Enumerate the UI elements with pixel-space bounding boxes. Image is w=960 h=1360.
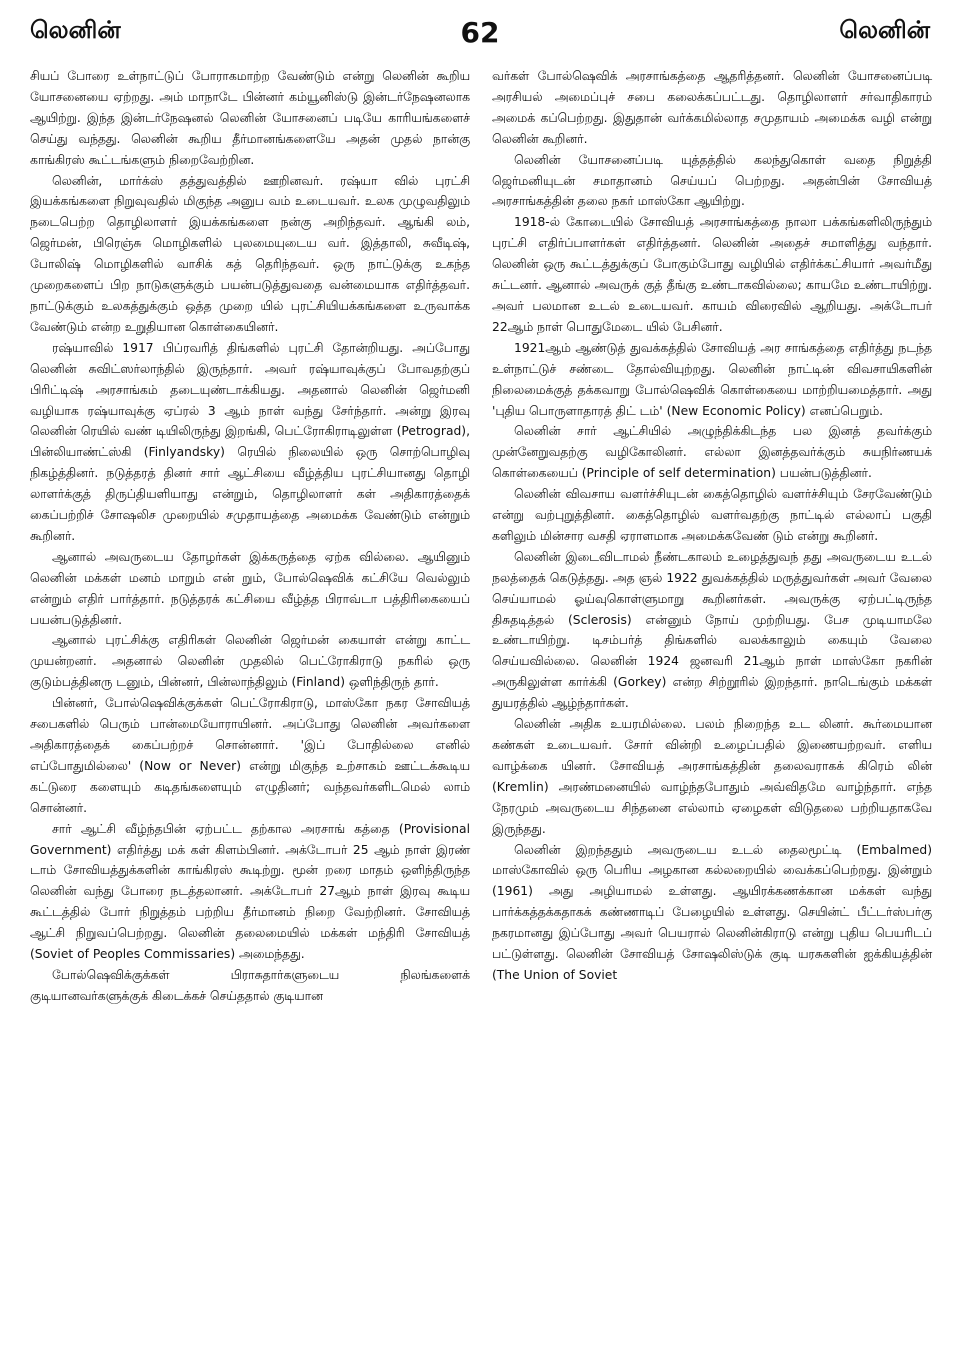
running-head-left: லெனின் [30,16,121,44]
paragraph: லெனின் இறந்ததும் அவருடைய உடல் தைலமூட்டி (Embalmed) மாஸ்கோவில் ஒரு பெரிய அழகான கல்லறையில் வைக்கப்பெற்றது. இன்றும் (1961) அது அழியாமல் உள்ளது. ஆயிரக்கணக்கான மக்கள் வந்து பார்க்கத்தக்கதாகக் கண்ணாடிப் பேழையில் உள்ளது. செயின்ட் பீட்டர்ஸ்பர்கு நகரமானது இப்போது அவர் பெயரால் லெனின்கிராடு என்று புதிய பெயரிடப் பட்டுள்ளது. லெனின் சோவியத் சோஷலிஸ்டுக் குடி யரசுகளின் ஐக்கியத்தின் (The Union of Soviet [492,842,932,982]
paragraph: போல்ஷெவிக்குக்கள் பிராசுதார்களுடைய நிலங்களைக் குடியானவர்களுக்குக் கிடைக்கச் செய்ததால் குடியான [30,967,470,1003]
paragraph: பின்னர், போல்ஷெவிக்குக்கள் பெட்ரோகிராடு, மாஸ்கோ நகர சோவியத் சபைகளில் பெரும் பான்மையோராயினர். அப்போது லெனின் அவர்களை அதிகாரத்தைக் கைப்பற்றச் சொன்னார். 'இப் போதில்லை எனில் எப்போதுமில்லை' (Now or Never) என்று மிகுந்த உற்சாகம் ஊட்டக்கூடிய கட்டுரை களையும் கடிதங்களையும் எழுதினர்; வந்தவர்களிடமெல் லாம் சொன்னர். [30,696,470,815]
paragraph: சியப் போரை உள்நாட்டுப் போராகமாற்ற வேண்டும் என்று லெனின் கூறிய யோசனையை ஏற்றது. அம் மாநாடே பின்னர் கம்யூனிஸ்டு இன்டர்நேஷனலாக ஆயிற்று. இந்த இன்டர்நேஷனல் லெனின் யோசனைப் படியே காரியங்களைச் செய்து வந்தது. லெனின் கூறிய தீர்மானங்களையே அதன் முதல் நான்கு காங்கிரஸ் கூட்டங்களும் நிறைவேற்றின. [30,69,470,167]
page-number: 62 [460,16,500,49]
paragraph: லெனின் யோசனைப்படி யுத்தத்தில் கலந்துகொள் வதை நிறுத்தி ஜெர்மனியுடன் சமாதானம் செய்யப் பெற்றது. அதன்பின் சோவியத் அரசாங்கத்தின் தலை நகர் மாஸ்கோ ஆயிற்று. [492,152,932,209]
paragraph: லெனின் சார் ஆட்சியில் அழுந்திக்கிடந்த பல இனத் தவர்க்கும் முன்னேறுவதற்கு வழிகோலினர். எல்லா இனத்தவர்க்கும் சுயநிர்ணயக் கொள்கையைப் (Principle of self determination) பயன்படுத்தினர். [492,424,932,481]
running-head-right: லெனின் [839,16,930,44]
paragraph: ஆனால் அவருடைய தோழர்கள் இக்கருத்தை ஏற்க வில்லை. ஆயினும் லெனின் மக்கள் மனம் மாறும் என் றும், போல்ஷெவிக் கட்சியே வெல்லும் என்றும் எதிர் பார்த்தார். நடுத்தரக் கட்சியை வீழ்த்த பிராவ்டா பத்திரிகையைப் பயன்படுத்தினர். [30,549,470,627]
paragraph: லெனின் அதிக உயரமில்லை. பலம் நிறைந்த உட லினர். கூர்மையான கண்கள் உடையவர். சோர் வின்றி உழைப்பதில் இணையற்றவர். எளிய வாழ்க்கை யினர். சோவியத் அரசாங்கத்தின் தலைவராகக் கிரெம் லின் (Kremlin) அரண்மனையில் வாழ்ந்தபோதும் அவ்விதமே வாழ்ந்தார். எந்த நேரமும் அவருடைய சிந்தனை எல்லாம் ஏழைகள் விடுதலை பற்றியதாகவே இருந்தது. [492,717,932,836]
paragraph: லெனின், மார்க்ஸ் தத்துவத்தில் ஊறினவர். ரஷ்யா வில் புரட்சி இயக்கங்களை நிறுவுவதில் மிகுந்த அனுப வம் உடையவர். உலக முழுவதிலும் நடைபெற்ற தொழிலாளர் இயக்கங்களை நன்கு அறிந்தவர். ஆங்கி லம், ஜெர்மன், பிரெஞ்சு மொழிகளில் புலமையுடைய வர். இத்தாலி, சுவீடிஷ், போலிஷ் மொழிகளில் வாசிக் கத் தெரிந்தவர். ஒரு நாட்டுக்கு உகந்த முறைகளைப் பிற நாடுகளுக்கும் பயன்படுத்துவதை வன்மையாக எதிர்த்தவர். நாட்டுக்கும் உலகத்துக்கும் ஒத்த முறை யில் புரட்சியியக்கங்களை உருவாக்க வேண்டும் என்ற உறுதியான கொள்கையினர். [30,173,470,334]
paragraph: வர்கள் போல்ஷெவிக் அரசாங்கத்தை ஆதரித்தனர். லெனின் யோசனைப்படி அரசியல் அமைப்புச் சபை கலைக்கப்பட்டது. தொழிலாளர் சர்வாதிகாரம் அமைக் கப்பெற்றது. இதுதான் வர்க்கமில்லாத சமுதாயம் அமைக்க வழி என்று லெனின் கூறினர். [492,69,932,146]
paragraph: 1921ஆம் ஆண்டுத் துவக்கத்தில் சோவியத் அர சாங்கத்தை எதிர்த்து நடந்த உள்நாட்டுச் சண்டை தோல்வியுற்றது. லெனின் நாட்டின் விவசாயிகளின் நிலைமைக்குத் தக்கவாறு போல்ஷெவிக் கொள்கையை மாற்றியமைத்தார். அது 'புதிய பொருளாதாரத் திட் டம்' (New Economic Policy) எனப்பெறும். [492,340,932,418]
right-column [492,66,932,986]
paragraph: சார் ஆட்சி வீழ்ந்தபின் ஏற்பட்ட தற்கால அரசாங் கத்தை (Provisional Government) எதிர்த்து மக் கள் கிளம்பினர். அக்டோபர் 25 ஆம் நாள் இரண் டாம் சோவியத்துக்களின் காங்கிரஸ் கூடிற்று. மூன் றரை மாதம் ஒளிந்திருந்த லெனின் வந்து போரை நடத்தலானர். அக்டோபர் 27ஆம் நாள் இரவு கூடிய கூட்டத்தில் போர் நிறுத்தம் பற்றிய தீர்மானம் நிறை வேற்றினர். சோவியத் ஆட்சி நிறுவப்பெற்றது. லெனின் தலைமையில் மக்கள் மந்திரி சோவியத் (Soviet of Peoples Commissaries) அமைந்தது. [30,821,470,962]
paragraph: ஆனால் புரட்சிக்கு எதிரிகள் லெனின் ஜெர்மன் கையாள் என்று காட்ட முயன்றனர். அதனால் லெனின் முதலில் பெட்ரோகிராடு நகரில் ஒரு குடும்பத்தினரு டனும், பின்னர், பின்லாந்திலும் (Finland) ஒளிந்திருந் தார். [30,633,470,690]
left-column [30,66,470,1007]
paragraph: 1918-ல் கோடையில் சோவியத் அரசாங்கத்தை நாலா பக்கங்களிலிருந்தும் புரட்சி எதிர்ப்பாளர்கள் எதிர்த்தனர். லெனின் அதைச் சமாளித்து வந்தார். லெனின் ஒரு கூட்டத்துக்குப் போகும்போது வழியில் எதிர்க்கட்சியார் அவர்மீது சுட்டனர். ஆனால் அவருக் குத் தீங்கு உண்டாகவில்லை; காயமே உண்டாயிற்று. அவர் பலமான உடல் உடையவர். காயம் விரைவில் ஆறியது. அக்டோபர் 22ஆம் நாள் பொதுமேடை யில் பேசினர். [492,215,932,334]
paragraph: லெனின் இடைவிடாமல் நீண்டகாலம் உழைத்துவந் தது அவருடைய உடல் நலத்தைக் கெடுத்தது. அத ஞல் 1922 துவக்கத்தில் மருத்துவர்கள் அவர் வேலை செய்யாமல் ஓய்வுகொள்ளுமாறு கூறினர்கள். அவருக்கு ஏற்பட்டிருந்த திசுதடித்தல் (Sclerosis) என்னும் நோய் முற்றியது. பேச முடியாமலே உண்டாயிற்று. டிசம்பர்த் திங்களில் வலக்காலும் கையும் வேலை செய்யவில்லை. லெனின் 1924 ஜனவரி 21ஆம் நாள் மாஸ்கோ நகரின் அருகிலுள்ள கார்க்கி (Gorkey) என்ற சிற்றூரில் இறந்தார். நாடெங்கும் மக்கள் துயரத்தில் ஆழ்ந்தார்கள். [492,549,932,711]
paragraph: லெனின் விவசாய வளர்ச்சியுடன் கைத்தொழில் வளர்ச்சியும் சேரவேண்டும் என்று வற்புறுத்தினர். கைத்தொழில் வளர்வதற்கு நாட்டில் எல்லாப் பகுதி களிலும் மின்சார வசதி ஏராளமாக அமைக்கவேண் டும் என்று கூறினர். [492,487,932,543]
paragraph: ரஷ்யாவில் 1917 பிப்ரவரித் திங்களில் புரட்சி தோன்றியது. அப்போது லெனின் சுவிட்ஸர்லாந்தில் இருந்தார். அவர் ரஷ்யாவுக்குப் போவதற்குப் பிரிட்டிஷ் அரசாங்கம் தடையுண்டாக்கியது. அதனால் லெனின் ஜெர்மனி வழியாக ரஷ்யாவுக்கு ஏப்ரல் 3 ஆம் நாள் வந்து சேர்ந்தார். அன்று இரவு லெனின் ரெயில் வண் டியிலிருந்து இறங்கி, பெட்ரோகிராடிலுள்ள (Petrograd), பின்லியாண்ட்ஸ்கி (Finlyandsky) ரெயில் நிலையில் ஒரு சொற்பொழிவு நிகழ்த்தினர். நடுத்தரத் தினர் சார் ஆட்சியை வீழ்த்திய புரட்சியானது தொழி லாளர்க்குத் திருப்தியளியாது என்றும், தொழிலாளர் கள் அதிகாரத்தைக் கைப்பற்றிச் சோஷலிச முறையில் சமுதாயத்தை அமைக்க வேண்டும் என்றும் கூறினர். [30,340,470,543]
page-header [30,16,930,56]
